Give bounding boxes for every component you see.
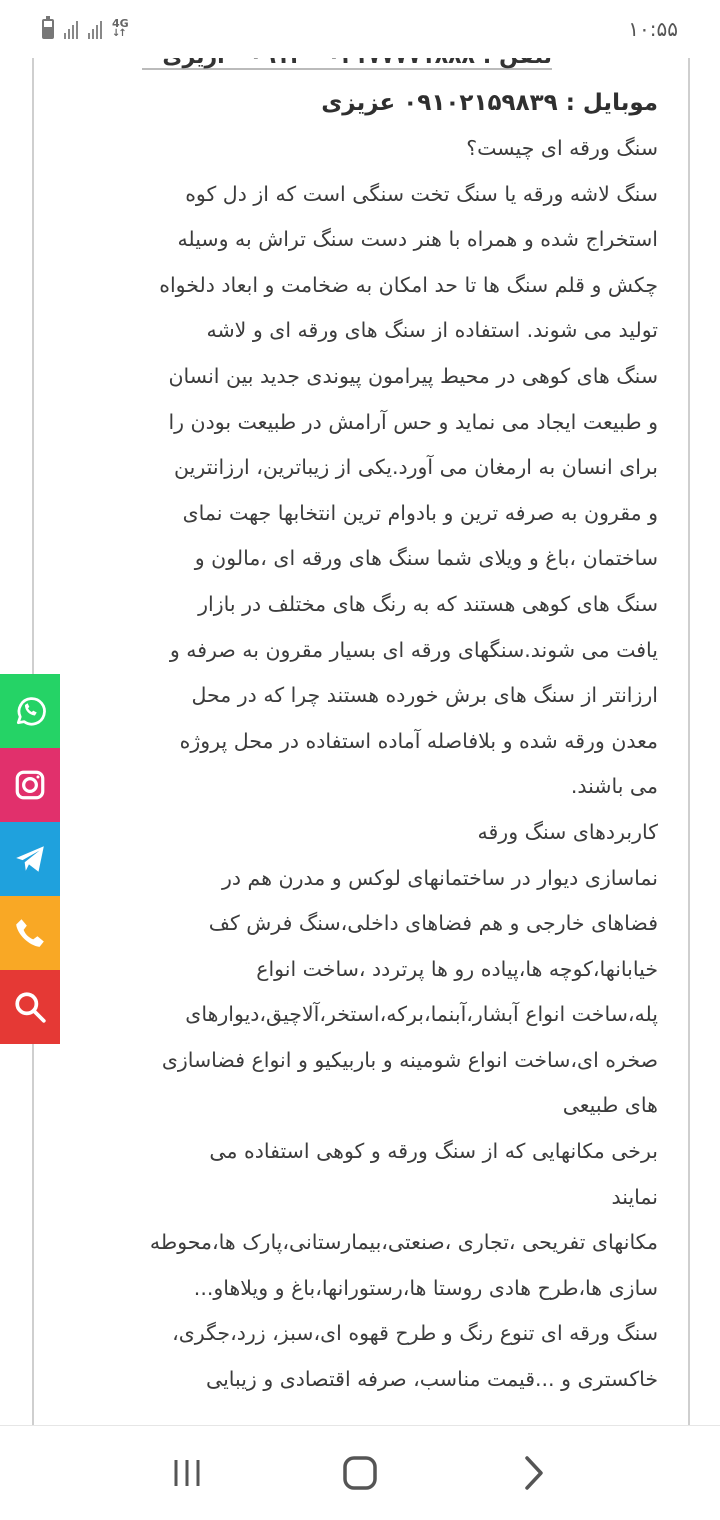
article-line: خیابانها،کوچه ها،پیاده رو ها پرتردد ،ساخت انواع	[256, 956, 658, 981]
whatsapp-icon	[13, 694, 47, 728]
status-bar	[0, 0, 720, 58]
phone-button[interactable]	[0, 896, 60, 970]
instagram-icon	[13, 768, 47, 802]
back-button[interactable]	[503, 1443, 563, 1503]
article-line: پله،ساخت انواع آبشار،آبنما،برکه،استخر،آلاچیق،دیوارهای	[185, 1002, 658, 1027]
article-line: معدن ورقه شده و بلافاصله آماده استفاده در محل پروژه	[179, 728, 658, 753]
back-icon	[518, 1455, 548, 1491]
recent-apps-button[interactable]	[157, 1443, 217, 1503]
article-line: تولید می شوند. استفاده از سنگ های ورقه ای و لاشه	[206, 318, 658, 343]
battery-icon	[42, 19, 54, 39]
article-line: نمایند	[611, 1184, 658, 1209]
data-arrows-icon: ↓↑	[112, 28, 125, 39]
article-body	[58, 80, 658, 1403]
article-line: یافت می شوند.سنگهای ورقه ای بسیار مقرون به صرفه و	[169, 637, 658, 662]
article-line: مکانهای تفریحی ،تجاری ،صنعتی،بیمارستانی،پارک ها،محوطه	[149, 1230, 658, 1255]
article-line: می باشند.	[570, 774, 658, 799]
clock: ۱۰:۵۵	[628, 17, 678, 41]
article-line: برای انسان به ارمغان می آورد.یکی از زیباترین، ارزانترین	[174, 455, 658, 480]
article-line: خاکستری و ...قیمت مناسب، صرفه اقتصادی و زیبایی	[206, 1367, 658, 1392]
home-icon	[341, 1454, 379, 1492]
social-share-bar	[0, 674, 60, 1044]
search-icon	[13, 990, 47, 1024]
article-line: فضاهای خارجی و هم فضاهای داخلی،سنگ فرش کف	[208, 911, 658, 936]
status-icons	[42, 19, 129, 39]
article-line: برخی مکانهایی که از سنگ ورقه و کوهی استفاده می	[209, 1139, 658, 1164]
navigation-bar	[0, 1425, 720, 1520]
article-lines	[58, 126, 658, 1403]
mobile-contact: موبایل : ۰۹۱۰۲۱۵۹۸۳۹ عزیزی	[321, 90, 658, 116]
article-line: های طبیعی	[562, 1093, 658, 1118]
whatsapp-button[interactable]	[0, 674, 60, 748]
network-type: 4G ↓↑	[112, 17, 129, 39]
home-button[interactable]	[330, 1443, 390, 1503]
article-line: و طبیعت ایجاد می نماید و حس آرامش در طبیعت بودن را	[168, 409, 658, 434]
signal-icon	[64, 19, 78, 39]
content-frame	[32, 58, 690, 1425]
telegram-icon	[13, 842, 47, 876]
instagram-button[interactable]	[0, 748, 60, 822]
partial-header-line	[142, 58, 552, 70]
article-line: سنگ های کوهی در محیط پیرامون پیوندی جدید بین انسان	[168, 363, 658, 388]
article-line: ساختمان ،باغ و ویلای شما سنگ های ورقه ای ،مالون و	[194, 546, 658, 571]
phone-icon	[13, 916, 47, 950]
telegram-button[interactable]	[0, 822, 60, 896]
article-line: سنگ ورقه ای چیست؟	[466, 136, 658, 160]
article-line: چکش و قلم سنگ ها تا حد امکان به ضخامت و ابعاد دلخواه	[159, 272, 658, 297]
article-line: صخره ای،ساخت انواع شومینه و باربیکیو و انواع فضاسازی	[161, 1047, 658, 1072]
article-line: کاربردهای سنگ ورقه	[477, 819, 658, 844]
article-line: و مقرون به صرفه ترین و بادوام ترین انتخابها جهت نمای	[182, 500, 658, 525]
article-line: سازی ها،طرح هادی روستا ها،رستورانها،باغ و ویلاهاو...	[193, 1275, 658, 1300]
article-line: سنگ لاشه ورقه یا سنگ تخت سنگی است که از دل کوه	[185, 181, 658, 206]
article-line: سنگ های کوهی هستند که به رنگ های مختلف در بازار	[198, 591, 658, 616]
article-line: سنگ ورقه ای تنوع رنگ و طرح قهوه ای،سبز، زرد،جگری،	[172, 1321, 658, 1346]
article-line: استخراج شده و همراه با هنر دست سنگ تراش به وسیله	[177, 227, 658, 252]
recent-apps-icon	[170, 1456, 204, 1490]
article-line: نماسازی دیوار در ساختمانهای لوکس و مدرن هم در	[222, 865, 658, 890]
search-button[interactable]	[0, 970, 60, 1044]
article-line: ارزانتر از سنگ های برش خورده هستند چرا که در محل	[191, 683, 658, 708]
signal-icon-2	[88, 19, 102, 39]
